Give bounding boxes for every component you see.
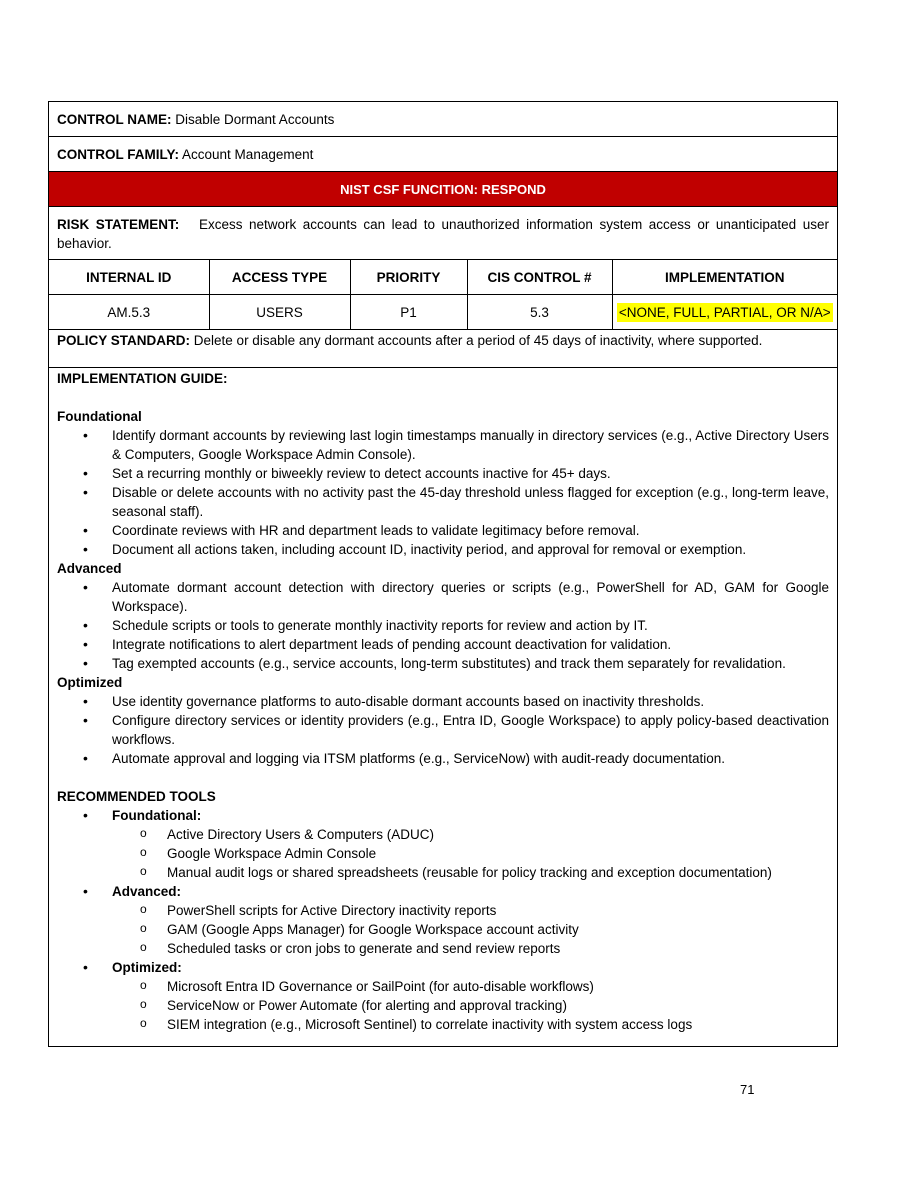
list-item: • Schedule scripts or tools to generate monthly inactivity reports for review and action by IT.: [57, 616, 829, 635]
list-item: o SIEM integration (e.g., Microsoft Sentinel) to correlate inactivity with system access logs: [57, 1015, 829, 1034]
value-access-type: USERS: [209, 295, 350, 330]
list-item: • Configure directory services or identity providers (e.g., Entra ID, Google Workspace) to apply policy-based deactivation workflows.: [57, 711, 829, 749]
list-item: o Manual audit logs or shared spreadsheets (reusable for policy tracking and exception documentation): [57, 863, 829, 882]
tools-optimized-heading: Optimized:: [112, 960, 182, 975]
guide-optimized-heading: Optimized: [57, 675, 123, 690]
tools-optimized-list: [57, 977, 829, 1034]
list-item: o Microsoft Entra ID Governance or SailPoint (for auto-disable workflows): [57, 977, 829, 996]
list-item: • Coordinate reviews with HR and department leads to validate legitimacy before removal.: [57, 521, 829, 540]
implementation-guide-title: IMPLEMENTATION GUIDE:: [57, 371, 228, 386]
value-implementation: [612, 295, 837, 330]
control-family-row: [49, 137, 837, 172]
list-item: • Automate dormant account detection with directory queries or scripts (e.g., PowerShell for AD, GAM for Google Workspace).: [57, 578, 829, 616]
policy-standard-text: Delete or disable any dormant accounts after a period of 45 days of inactivity, where supported.: [193, 333, 763, 348]
guide-optimized-list: [57, 692, 829, 768]
list-item: o Active Directory Users & Computers (ADUC): [57, 825, 829, 844]
control-meta-table: [49, 260, 837, 330]
list-item: • Disable or delete accounts with no activity past the 45-day threshold unless flagged for exception (e.g., long-term leave, seasonal staff).: [57, 483, 829, 521]
list-item: • Set a recurring monthly or biweekly review to detect accounts inactive for 45+ days.: [57, 464, 829, 483]
tools-tier-list: [57, 806, 829, 825]
list-item: • Integrate notifications to alert department leads of pending account deactivation for validation.: [57, 635, 829, 654]
tools-tier-list-optimized: [57, 958, 829, 977]
list-item: o GAM (Google Apps Manager) for Google Workspace account activity: [57, 920, 829, 939]
header-internal-id: INTERNAL ID: [49, 260, 209, 295]
list-item: • Document all actions taken, including account ID, inactivity period, and approval for removal or exemption.: [57, 540, 829, 559]
guide-advanced-heading: Advanced: [57, 561, 122, 576]
list-item: o Google Workspace Admin Console: [57, 844, 829, 863]
value-cis-control: 5.3: [467, 295, 612, 330]
list-item: o PowerShell scripts for Active Directory inactivity reports: [57, 901, 829, 920]
tools-foundational-list: [57, 825, 829, 882]
policy-standard-row: [49, 330, 837, 368]
list-item: o ServiceNow or Power Automate (for alerting and approval tracking): [57, 996, 829, 1015]
tools-advanced-heading: Advanced:: [112, 884, 182, 899]
value-internal-id: AM.5.3: [49, 295, 209, 330]
implementation-placeholder: <NONE, FULL, PARTIAL, OR N/A>: [618, 304, 831, 320]
recommended-tools-title: RECOMMENDED TOOLS: [57, 789, 216, 804]
guide-foundational-heading: Foundational: [57, 409, 142, 424]
list-item: • Use identity governance platforms to auto-disable dormant accounts based on inactivity thresholds.: [57, 692, 829, 711]
tools-advanced: [57, 882, 829, 901]
risk-statement-row: [49, 207, 837, 260]
list-item: • Identify dormant accounts by reviewing last login timestamps manually in directory services (e.g., Active Directory Users & Computers, Google Workspace Admin Console).: [57, 426, 829, 464]
control-name-value: Disable Dormant Accounts: [175, 112, 335, 127]
list-item: o Scheduled tasks or cron jobs to generate and send review reports: [57, 939, 829, 958]
tools-foundational: [57, 806, 829, 825]
risk-statement-text: Excess network accounts can lead to unauthorized information system access or unanticipated user behavior.: [57, 217, 829, 251]
list-item: • Automate approval and logging via ITSM platforms (e.g., ServiceNow) with audit-ready documentation.: [57, 749, 829, 768]
list-item: • Tag exempted accounts (e.g., service accounts, long-term substitutes) and track them separately for revalidation.: [57, 654, 829, 673]
nist-function-banner: NIST CSF FUNCITION: RESPOND: [49, 172, 837, 207]
meta-header-row: [49, 260, 837, 295]
control-name-label: CONTROL NAME:: [57, 112, 172, 127]
control-family-label: CONTROL FAMILY:: [57, 147, 180, 162]
guide-advanced-list: [57, 578, 829, 673]
control-family-value: Account Management: [182, 147, 314, 162]
tools-tier-list-advanced: [57, 882, 829, 901]
meta-value-row: [49, 295, 837, 330]
policy-standard-label: POLICY STANDARD:: [57, 333, 191, 348]
tools-foundational-heading: Foundational:: [112, 808, 202, 823]
control-name-row: [49, 102, 837, 137]
guide-foundational-list: [57, 426, 829, 559]
risk-statement-label: RISK STATEMENT:: [57, 217, 180, 232]
header-priority: PRIORITY: [350, 260, 467, 295]
implementation-guide: [49, 368, 837, 1046]
header-implementation: IMPLEMENTATION: [612, 260, 837, 295]
tools-optimized: [57, 958, 829, 977]
value-priority: P1: [350, 295, 467, 330]
header-cis-control: CIS CONTROL #: [467, 260, 612, 295]
control-document: [48, 101, 838, 1047]
header-access-type: ACCESS TYPE: [209, 260, 350, 295]
tools-advanced-list: [57, 901, 829, 958]
page-number: 71: [740, 1082, 755, 1097]
